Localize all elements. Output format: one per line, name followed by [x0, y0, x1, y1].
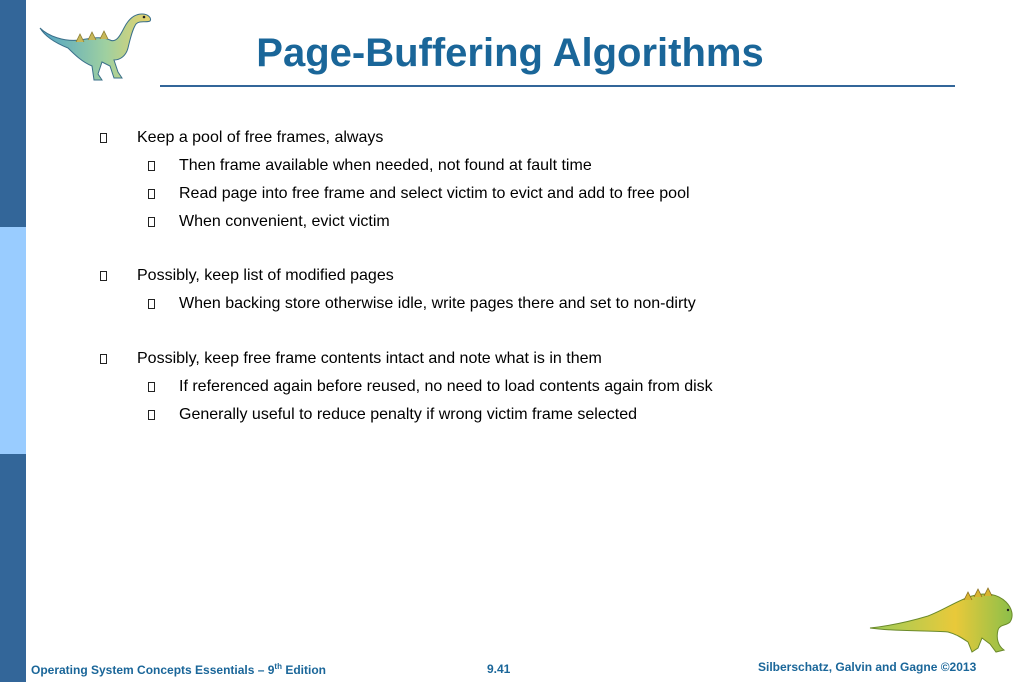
square-bullet-icon	[148, 189, 155, 199]
footer-edition-sup: th	[274, 662, 282, 671]
sub-bullet-item: When backing store otherwise idle, write pages there and set to non-dirty	[179, 295, 696, 312]
sidebar-stripe	[0, 0, 26, 682]
square-bullet-icon	[148, 410, 155, 420]
dinosaur-icon	[868, 586, 1018, 656]
footer-copyright: Silberschatz, Galvin and Gagne ©2013	[758, 660, 977, 674]
footer-edition-word: Edition	[281, 663, 326, 677]
bullet-item: Possibly, keep free frame contents intact and note what is in them	[137, 350, 602, 367]
square-bullet-icon	[148, 217, 155, 227]
sub-bullet-item: Then frame available when needed, not found at fault time	[179, 157, 592, 174]
sub-bullet-item: If referenced again before reused, no need to load contents again from disk	[179, 378, 713, 395]
footer-book-title	[31, 662, 326, 677]
square-bullet-icon	[148, 382, 155, 392]
title-divider	[160, 85, 955, 87]
sidebar-segment-bottom	[0, 454, 26, 682]
square-bullet-icon	[100, 133, 107, 143]
sub-bullet-item: Read page into free frame and select victim to evict and add to free pool	[179, 185, 690, 202]
bullet-item: Keep a pool of free frames, always	[137, 129, 384, 146]
footer-page-number: 9.41	[487, 662, 511, 676]
bullet-item: Possibly, keep list of modified pages	[137, 267, 394, 284]
sub-bullet-item: Generally useful to reduce penalty if wrong victim frame selected	[179, 406, 637, 423]
sub-bullet-item: When convenient, evict victim	[179, 213, 390, 230]
square-bullet-icon	[148, 161, 155, 171]
dinosaur-icon	[36, 6, 158, 84]
sidebar-segment-top	[0, 0, 26, 227]
square-bullet-icon	[148, 299, 155, 309]
page-title: Page-Buffering Algorithms	[256, 31, 764, 75]
sidebar-segment-middle	[0, 227, 26, 454]
square-bullet-icon	[100, 354, 107, 364]
footer-book-title-text: Operating System Concepts Essentials – 9	[31, 663, 275, 677]
square-bullet-icon	[100, 271, 107, 281]
